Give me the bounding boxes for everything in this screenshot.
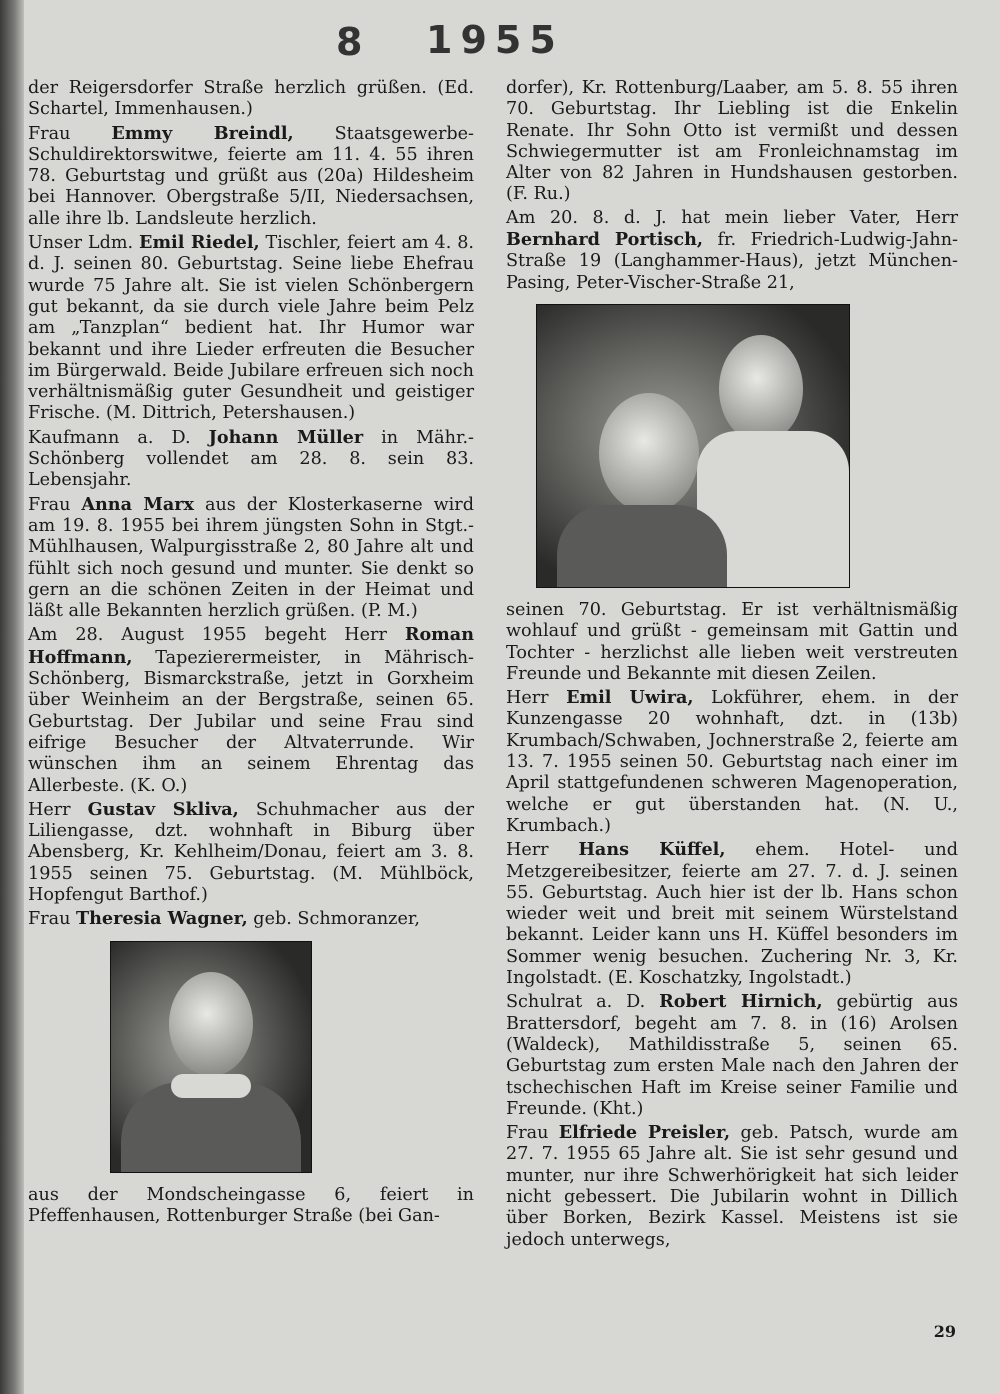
page-header bbox=[330, 14, 570, 66]
person-name: Robert Hirnich, bbox=[659, 991, 823, 1013]
paragraph-preisler: Frau Elfriede Preisler, geb. Patsch, wurde am 27. 7. 1955 65 Jahre alt. Sie ist sehr gesund und munter, nur ihre Schwerhörigkeit hat sich leider nicht gebessert. Die Jubilarin wohnt in Dillich über Borken, Bezirk Kassel. Meistens ist sie jedoch unterwegs, bbox=[506, 1122, 958, 1250]
paragraph-marx: Frau Anna Marx aus der Klosterkaserne wird am 19. 8. 1955 bei ihrem jüngsten Sohn in Stgt.-Mühlhausen, Walpurgisstraße 2, 80 Jahre alt und fühlt sich noch gesund und munter. Sie denkt so gern an die schönen Zeiten in der Heimat und läßt alle Bekannten herzlich grüßen. (P. M.) bbox=[28, 493, 474, 622]
photo-portisch-wrap bbox=[506, 304, 958, 588]
paragraph-hoffmann: Am 28. August 1955 begeht Herr Roman Hoffmann, Tapezierermeister, in Mährisch-Schönberg, Bismarckstraße, jetzt in Gorxheim über Weinheim an der Bergstraße, seinen 65. Geburtstag. Der Jubilar und seine Frau sind eifrige Besucher der Altvaterrunde. Wir wünschen ihm an seinem Ehrentag das Allerbeste. (K. O.) bbox=[28, 624, 474, 796]
person-name: Emil Uwira, bbox=[566, 687, 694, 709]
paragraph-hirnich: Schulrat a. D. Robert Hirnich, gebürtig aus Brattersdorf, begeht am 7. 8. in (16) Arolsen (Waldeck), Mathildisstraße 5, seinen 65. Geburtstag zum ersten Male nach den Jahren der tschechischen Haft im Kreise seiner Familie und Freunde. (Kht.) bbox=[506, 991, 958, 1119]
paragraph-wagner-cont: aus der Mondscheingasse 6, feiert in Pfeffenhausen, Rottenburger Straße (bei Gan- bbox=[28, 1184, 474, 1226]
header-year: 1955 bbox=[426, 18, 564, 62]
left-column bbox=[28, 78, 474, 1227]
header-page-ref: 8 bbox=[336, 20, 371, 64]
person-name: Bernhard Portisch, bbox=[506, 229, 704, 251]
photo-wagner-wrap bbox=[28, 941, 474, 1173]
paragraph-mueller: Kaufmann a. D. Johann Müller in Mähr.-Schönberg vollendet am 28. 8. sein 83. Lebensjahr. bbox=[28, 426, 474, 491]
right-column bbox=[506, 78, 958, 1251]
person-name: Theresia Wagner, bbox=[76, 908, 248, 930]
portrait-photo-portisch bbox=[536, 304, 850, 588]
paragraph-uwira: Herr Emil Uwira, Lokführer, ehem. in der Kunzengasse 20 wohnhaft, dzt. in (13b) Krumbach/Schwaben, Jochnerstraße 2, feierte am 13. 7. 1955 seinen 50. Geburtstag nach einer im April stattgefundenen schweren Magenoperation, welche er gut überstanden hat. (N. U., Krumbach.) bbox=[506, 687, 958, 836]
book-binding-edge bbox=[0, 0, 24, 1394]
paragraph-schartel: der Reigersdorfer Straße herzlich grüßen. (Ed. Schartel, Immenhausen.) bbox=[28, 78, 474, 120]
paragraph-gandorfer: dorfer), Kr. Rottenburg/Laaber, am 5. 8. 55 ihren 70. Geburtstag. Ihr Liebling ist die Enkelin Renate. Ihr Sohn Otto ist vermißt und dessen Schwiegermutter ist am Fronleichnamstag im Alter von 82 Jahren in Hundshausen gestorben. (F. Ru.) bbox=[506, 78, 958, 205]
portrait-photo-wagner bbox=[110, 941, 312, 1173]
paragraph-breindl: Frau Emmy Breindl, Staatsgewerbe-Schuldirektorswitwe, feierte am 11. 4. 55 ihren 78. Geburtstag und grüßt aus (20a) Hildesheim bei Hannover. Obergstraße 5/II, Niedersachsen, alle ihre lb. Landsleute herzlich. bbox=[28, 122, 474, 229]
person-name: Johann Müller bbox=[208, 426, 364, 448]
person-name: Anna Marx bbox=[81, 493, 195, 515]
paragraph-kueffel: Herr Hans Küffel, ehem. Hotel- und Metzgereibesitzer, feierte am 27. 7. d. J. seinen 55. Geburtstag. Auch hier ist der lb. Hans schon wieder weit und breit mit seinem Würstelstand bekannt. Leider kann uns H. Küffel besonders im Sommer wenig besuchen. Zuchering Nr. 3, Kr. Ingolstadt. (E. Koschatzky, Ingolstadt.) bbox=[506, 839, 959, 989]
paragraph-wagner: Frau Theresia Wagner, geb. Schmoranzer, bbox=[28, 908, 420, 930]
person-name: Roman Hoffmann, bbox=[28, 624, 474, 668]
paragraph-riedel: Unser Ldm. Emil Riedel, Tischler, feiert am 4. 8. d. J. seinen 80. Geburtstag. Seine liebe Ehefrau wurde 75 Jahre alt. Sie ist vielen Schönbergern gut bekannt, da sie durch viele Jahre beim Pelz am „Tanzplan“ bedient hat. Ihr Humor war bekannt und ihre Lieder erfreuten die Besucher im Bürgerwald. Beide Jubilare erfreuen sich noch verhältnismäßig guter Gesundheit und geistiger Frische. (M. Dittrich, Petershausen.) bbox=[28, 232, 474, 424]
paragraph-portisch: Am 20. 8. d. J. hat mein lieber Vater, Herr Bernhard Portisch, fr. Friedrich-Ludwig-Jahn-Straße 19 (Langhammer-Haus), jetzt München-Pasing, Peter-Vischer-Straße 21, bbox=[506, 207, 959, 293]
page-number: 29 bbox=[933, 1322, 956, 1341]
person-name: Emil Riedel, bbox=[139, 232, 260, 254]
person-name: Emmy Breindl, bbox=[111, 122, 294, 144]
paragraph-portisch-cont: seinen 70. Geburtstag. Er ist verhältnismäßig wohlauf und grüßt - gemeinsam mit Gattin und Tochter - herzlichst alle lieben weit verstreuten Freunde und Bekannte mit diesen Zeilen. bbox=[506, 599, 958, 684]
person-name: Elfriede Preisler, bbox=[558, 1122, 731, 1144]
person-name: Hans Küffel, bbox=[578, 839, 726, 861]
person-name: Gustav Skliva, bbox=[87, 798, 239, 820]
paragraph-skliva: Herr Gustav Skliva, Schuhmacher aus der Liliengasse, dzt. wohnhaft in Biburg über Abensberg, Kr. Kehlheim/Donau, feiert am 3. 8. 1955 seinen 75. Geburtstag. (M. Mühlböck, Hopfengut Barthof.) bbox=[28, 798, 474, 905]
